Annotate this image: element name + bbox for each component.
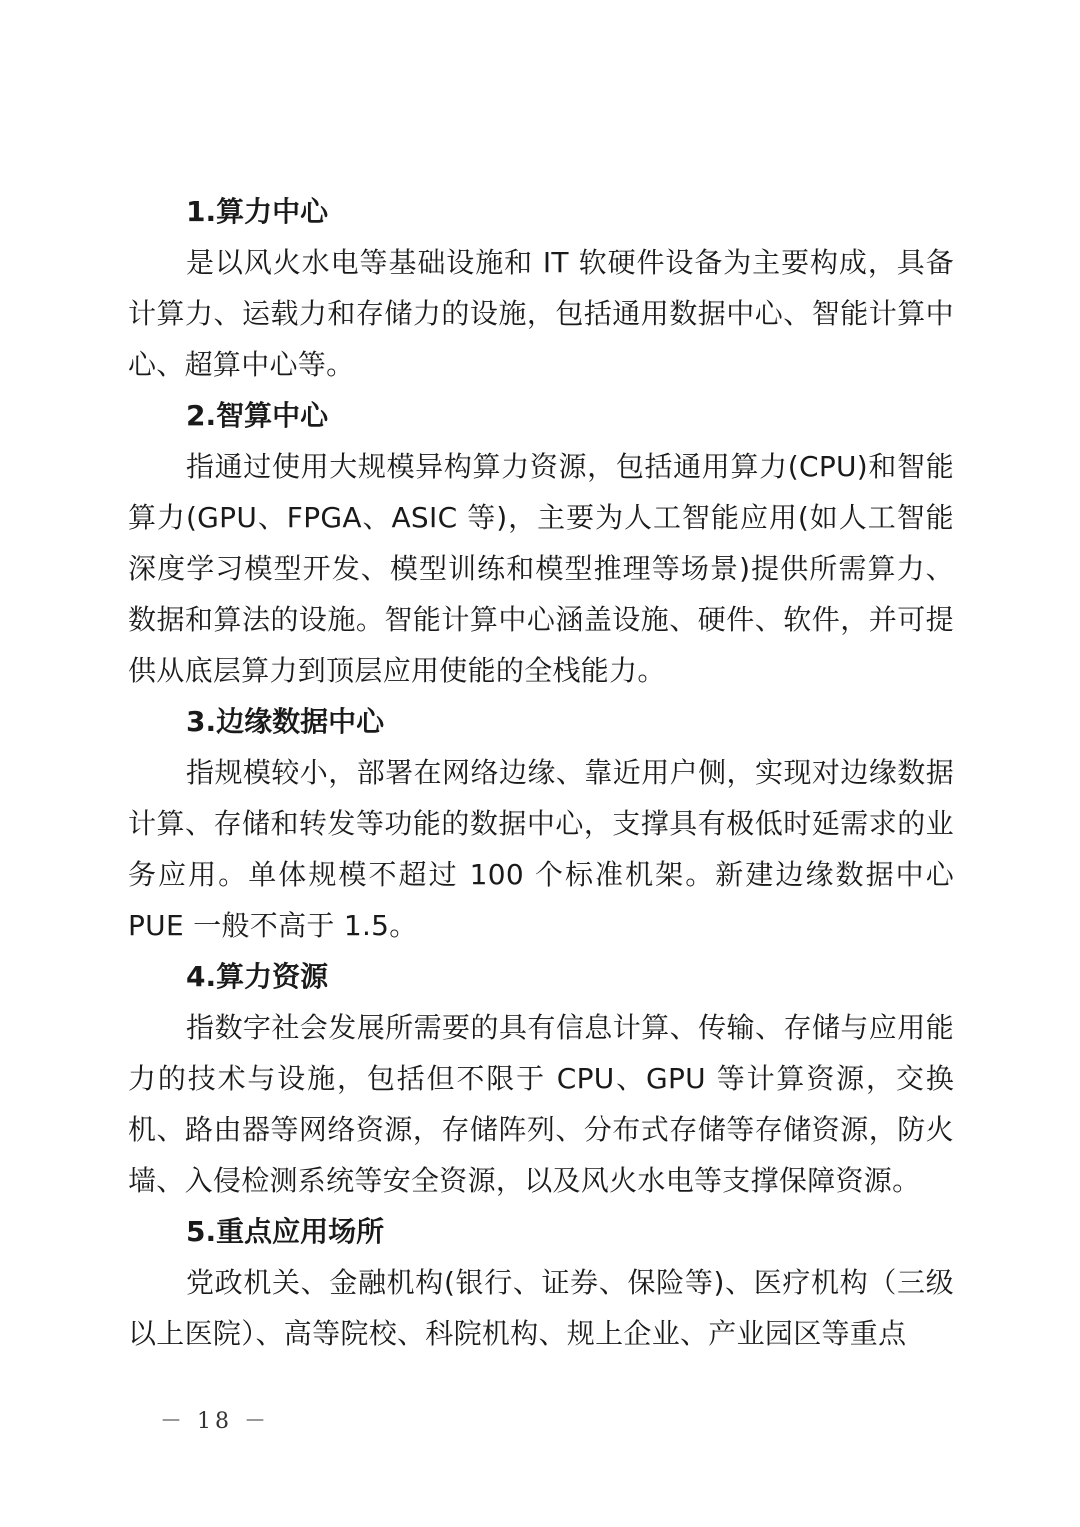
section-2-body: 指通过使用大规模异构算力资源，包括通用算力(CPU)和智能算力(GPU、FPGA、ASIC 等)，主要为人工智能应用(如人工智能深度学习模型开发、模型训练和模型推理等场景)提供所需算力、数据和算法的设施。智能计算中心涵盖设施、硬件、软件，并可提供从底层算力到顶层应用使能的全栈能力。 (128, 450, 954, 687)
section-1-heading: 1.算力中心 (186, 195, 329, 228)
document-content (128, 186, 954, 1359)
section-2-heading: 2.智算中心 (186, 399, 329, 432)
page-number: － 18 － (160, 1409, 270, 1434)
section-4-heading: 4.算力资源 (186, 960, 329, 993)
section-3-body: 指规模较小，部署在网络边缘、靠近用户侧，实现对边缘数据计算、存储和转发等功能的数据中心，支撑具有极低时延需求的业务应用。单体规模不超过 100 个标准机架。新建边缘数据中心 PUE 一般不高于 1.5。 (128, 756, 954, 942)
section-4-body: 指数字社会发展所需要的具有信息计算、传输、存储与应用能力的技术与设施，包括但不限于 CPU、GPU 等计算资源，交换机、路由器等网络资源，存储阵列、分布式存储等存储资源，防火墙、入侵检测系统等安全资源，以及风火水电等支撑保障资源。 (128, 1011, 954, 1197)
section-5-body: 党政机关、金融机构(银行、证券、保险等)、医疗机构（三级以上医院）、高等院校、科院机构、规上企业、产业园区等重点 (128, 1266, 954, 1350)
section-1-body: 是以风火水电等基础设施和 IT 软硬件设备为主要构成，具备计算力、运载力和存储力的设施，包括通用数据中心、智能计算中心、超算中心等。 (128, 246, 954, 381)
section-3-heading: 3.边缘数据中心 (186, 705, 385, 738)
section-5-heading: 5.重点应用场所 (186, 1215, 385, 1248)
